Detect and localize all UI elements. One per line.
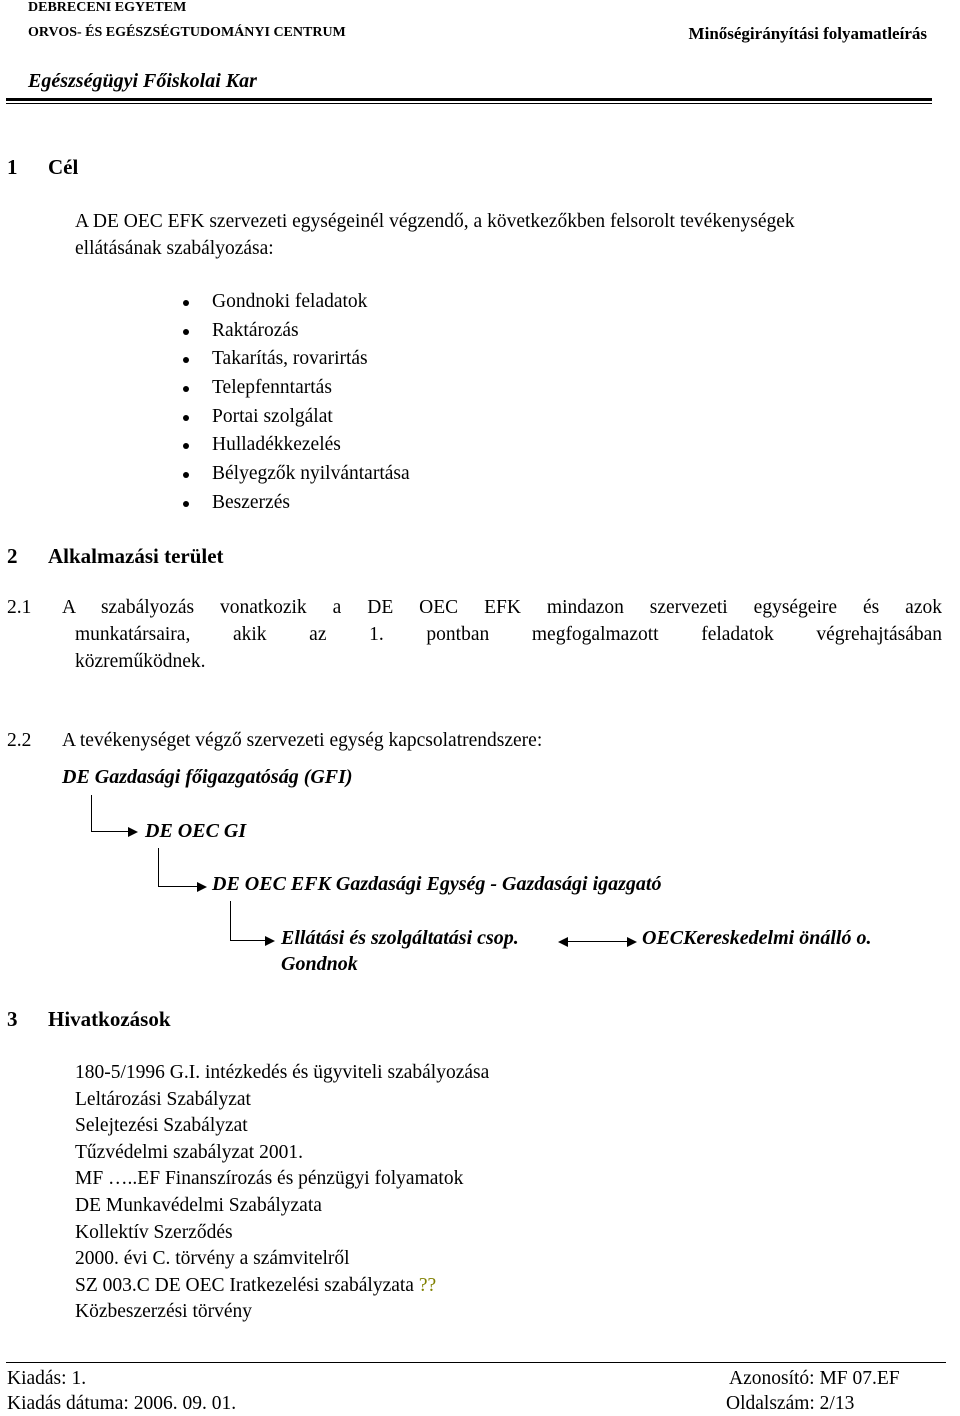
list-item: Beszerzés: [183, 489, 410, 518]
section2-1-line3: közreműködnek.: [75, 651, 206, 672]
ref-question-mark: ??: [418, 1274, 437, 1296]
list-item: [75, 1273, 489, 1300]
footer-edition-date: Kiadás dátuma: 2006. 09. 01.: [7, 1393, 237, 1414]
section2-number: 2: [7, 544, 18, 568]
header-center: ORVOS- ÉS EGÉSZSÉGTUDOMÁNYI CENTRUM: [28, 25, 346, 40]
section1-number: 1: [7, 155, 18, 179]
section1-title: Cél: [48, 155, 79, 179]
section2-1-line1: A szabályozás vonatkozik a DE OEC EFK mindazon szervezeti egységeire és azok: [62, 597, 942, 618]
list-item: Takarítás, rovarirtás: [183, 345, 410, 374]
list-item: Telepfenntartás: [183, 374, 410, 403]
section2-2-text: A tevékenységet végző szervezeti egység kapcsolatrendszere:: [62, 730, 543, 751]
footer-identifier: Azonosító: MF 07.EF: [729, 1368, 900, 1389]
list-item: Kollektív Szerződés: [75, 1221, 233, 1243]
arrow-right-icon: [627, 937, 637, 947]
list-item: Raktározás: [183, 317, 410, 346]
footer-rule: [6, 1362, 946, 1363]
double-arrow-line: [566, 941, 628, 942]
list-item: Hulladékkezelés: [183, 431, 410, 460]
org-level2: DE OEC GI: [145, 820, 247, 842]
section3-number: 3: [7, 1007, 18, 1031]
section1-intro-line1: A DE OEC EFK szervezeti egységeinél végzendő, a következőkben felsorolt tevékenységek: [75, 211, 795, 232]
section2-title: Alkalmazási terület: [48, 544, 224, 568]
org-level4-line2: Gondnok: [281, 953, 358, 975]
org-level1: DE Gazdasági főigazgatóság (GFI): [62, 766, 353, 788]
arrow-left-icon: [558, 937, 568, 947]
reference-list: [75, 1060, 489, 1326]
list-item: Közbeszerzési törvény: [75, 1301, 253, 1323]
section2-1-line2: munkatársaira, akik az 1. pontban megfogalmazott feladatok végrehajtásában: [75, 624, 942, 645]
section2-1-number: 2.1: [7, 597, 32, 618]
header-doc-type: Minőségirányítási folyamatleírás: [688, 24, 927, 43]
org-level4-line1: Ellátási és szolgáltatási csop.: [281, 927, 519, 949]
section1-intro-line2: ellátásának szabályozása:: [75, 238, 274, 259]
list-item: Selejtezési Szabályzat: [75, 1115, 248, 1137]
ref-iratkezeles: SZ 003.C DE OEC Iratkezelési szabályzata: [75, 1274, 419, 1296]
arrow-right-icon: [265, 936, 275, 946]
list-item: Tűzvédelmi szabályzat 2001.: [75, 1141, 303, 1163]
list-item: Gondnoki feladatok: [183, 288, 410, 317]
list-item: 2000. évi C. törvény a számvitelről: [75, 1248, 350, 1270]
list-item: Bélyegzők nyilvántartása: [183, 460, 410, 489]
footer-edition: Kiadás: 1.: [7, 1368, 87, 1389]
header-rule-thick: [6, 98, 932, 101]
header-university: DEBRECENI EGYETEM: [28, 0, 187, 15]
footer-page-number: Oldalszám: 2/13: [726, 1393, 855, 1414]
list-item: Leltározási Szabályzat: [75, 1088, 251, 1110]
arrow-right-icon: [128, 827, 138, 837]
arrow-right-icon: [197, 882, 207, 892]
org-partner: OECKereskedelmi önálló o.: [642, 927, 872, 949]
org-connector-1: [91, 795, 130, 832]
list-item: MF …..EF Finanszírozás és pénzügyi folyamatok: [75, 1168, 464, 1190]
section3-title: Hivatkozások: [48, 1007, 171, 1031]
org-level3: DE OEC EFK Gazdasági Egység - Gazdasági igazgató: [212, 873, 662, 895]
org-connector-2: [158, 848, 199, 887]
section2-2-number: 2.2: [7, 730, 32, 751]
list-item: DE Munkavédelmi Szabályzata: [75, 1194, 322, 1216]
task-list: [183, 288, 410, 518]
org-connector-3: [230, 901, 267, 941]
list-item: 180-5/1996 G.I. intézkedés és ügyviteli szabályozása: [75, 1062, 490, 1083]
list-item: Portai szolgálat: [183, 403, 410, 432]
header-rule-thin: [6, 103, 932, 104]
header-faculty: Egészségügyi Főiskolai Kar: [28, 70, 257, 92]
